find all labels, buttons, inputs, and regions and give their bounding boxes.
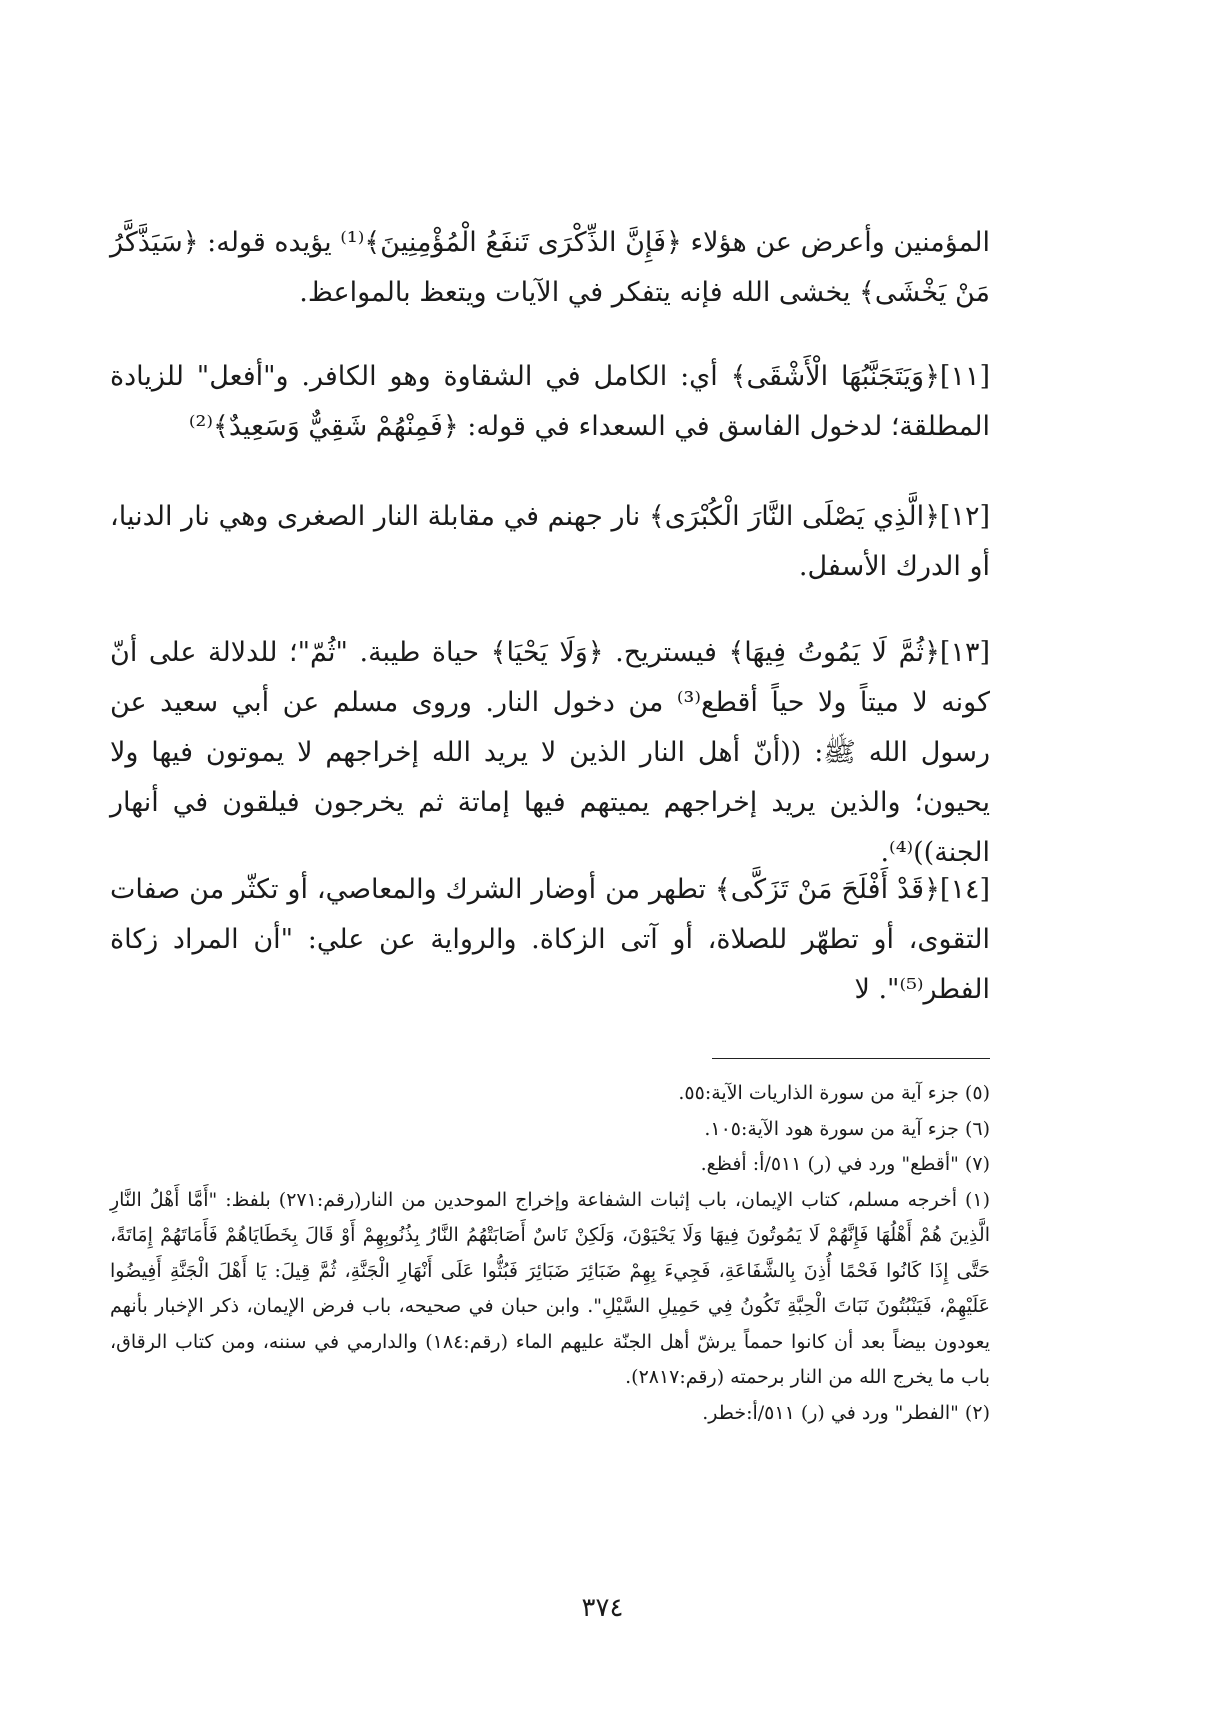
paragraph-text: المؤمنين وأعرض عن هؤلاء ﴿فَإِنَّ الذِّكْرَى تَنفَعُ الْمُؤْمِنِينَ﴾⁽¹⁾ يؤيده قوله: ﴿سَيَذَّكَّرُ مَنْ يَخْشَى﴾ يخشى الله فإنه يتفكر في الآيات ويتعظ بالمواعظ. <box>110 227 990 308</box>
paragraph-text: [١٤]﴿قَدْ أَفْلَحَ مَنْ تَزَكَّى﴾ تطهر من أوضار الشرك والمعاصي، أو تكثّر من صفات التقوى، أو تطهّر للصلاة، أو آتى الزكاة. والرواية عن علي: "أن المراد زكاة الفطر⁽⁵⁾". لا <box>110 874 990 1005</box>
footnotes-section <box>110 1076 990 1431</box>
footnote-separator <box>712 1058 990 1059</box>
main-paragraph-3 <box>110 492 990 592</box>
footnote-item: (٦) جزء آية من سورة هود الآية:١٠٥. <box>704 1117 990 1140</box>
footnote-item: (٧) "أقطع" ورد في (ر) ٥١١/أ: أفظع. <box>700 1153 990 1175</box>
footnote-item: (٢) "الفطر" ورد في (ر) ٥١١/أ:خطر. <box>702 1401 990 1424</box>
footnote-item: (١) أخرجه مسلم، كتاب الإيمان، باب إثبات الشفاعة وإخراج الموحدين من النار(رقم:٢٧١) بلفظ: "أَمَّا أَهْلُ النَّارِ الَّذِينَ هُمْ أَهْلُهَا فَإِنَّهُمْ لَا يَمُوتُونَ فِيهَا وَلَا يَحْيَوْنَ، وَلَكِنْ نَاسٌ أَصَابَتْهُمُ النَّارُ بِذُنُوبِهِمْ أَوْ قَالَ بِخَطَايَاهُمْ فَأَمَاتَهُمْ إِمَاتَةً، حَتَّى إِذَا كَانُوا فَحْمًا أُذِنَ بِالشَّفَاعَةِ، فَجِيءَ بِهِمْ ضَبَائِرَ ضَبَائِرَ فَبُثُّوا عَلَى أَنْهَارِ الْجَنَّةِ، ثُمَّ قِيلَ: يَا أَهْلَ الْجَنَّةِ أَفِيضُوا عَلَيْهِمْ، فَيَنْبُتُونَ نَبَاتَ الْحِبَّةِ تَكُونُ فِي حَمِيلِ السَّيْلِ". وابن حبان في صحيحه، باب فرض الإيمان، ذكر الإخبار بأنهم يعودون بيضاً بعد أن كانوا حمماً يرشّ أهل الجنّة عليهم الماء (رقم:١٨٤) والدارمي في سننه، ومن كتاب الرقاق، باب ما يخرج الله من النار برحمته (رقم:٢٨١٧). <box>110 1188 991 1388</box>
main-paragraph-1 <box>110 218 990 318</box>
paragraph-text: [١٢]﴿الَّذِي يَصْلَى النَّارَ الْكُبْرَى﴾ نار جهنم في مقابلة النار الصغرى وهي نار الدنيا، أو الدرك الأسفل. <box>110 501 990 582</box>
main-paragraph-2 <box>110 352 990 452</box>
page-number: ٣٧٤ <box>581 1593 624 1623</box>
main-paragraph-5 <box>110 865 990 1015</box>
paragraph-text: [١١]﴿وَيَتَجَنَّبُهَا الْأَشْقَى﴾ أي: الكامل في الشقاوة وهو الكافر. و"أفعل" للزيادة المطلقة؛ لدخول الفاسق في السعداء في قوله: ﴿فَمِنْهُمْ شَقِيٌّ وَسَعِيدٌ﴾⁽²⁾ <box>110 361 990 442</box>
paragraph-text: [١٣]﴿ثُمَّ لَا يَمُوتُ فِيهَا﴾ فيستريح. ﴿وَلَا يَحْيَا﴾ حياة طيبة. "ثُمّ"؛ للدلالة على أنّ كونه لا ميتاً ولا حياً أقطع⁽³⁾ من دخول النار. وروى مسلم عن أبي سعيد عن رسول الله ﷺ: ((أنّ أهل النار الذين لا يريد الله إخراجهم لا يموتون فيها ولا يحيون؛ والذين يريد إخراجهم يميتهم فيها إماتة ثم يخرجون فيلقون في أنهار الجنة))⁽⁴⁾. <box>110 637 990 868</box>
footnote-item: (٥) جزء آية من سورة الذاريات الآية:٥٥. <box>678 1082 990 1104</box>
main-paragraph-4 <box>110 628 990 878</box>
